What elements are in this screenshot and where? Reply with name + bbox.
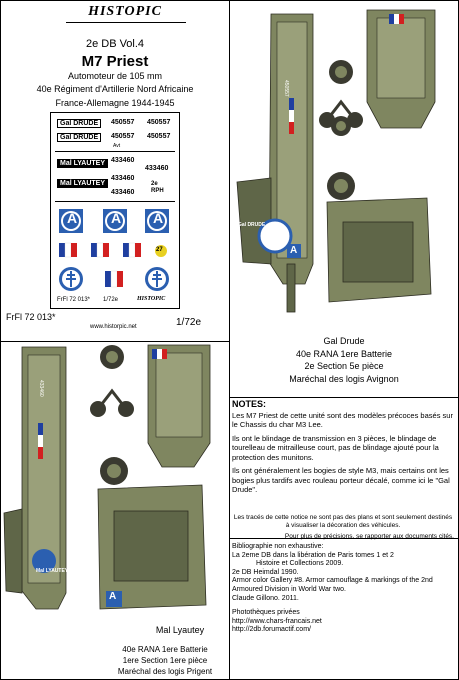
lyautey-caption-line1: 40e RANA 1ere Batterie [122, 645, 208, 654]
sheet-code: FrFl 72 013* [6, 312, 56, 322]
roundel-letter: A [67, 210, 78, 226]
decal-serial: 433460 [145, 165, 169, 172]
decal-name-plate: Mal LYAUTEY [57, 159, 108, 168]
lyautey-caption-line2: 1ere Section 1ere pièce [122, 656, 208, 665]
subtitle: Automoteur de 105 mm [67, 71, 163, 81]
french-flag-icon [91, 243, 109, 257]
notes-block [232, 400, 454, 499]
disclaimer-block [232, 514, 454, 541]
biblio-line: Claude Gillono. 2011. [232, 594, 299, 602]
decal-insignia-row [57, 265, 175, 295]
roundel-letter: A [153, 210, 164, 226]
lyautey-name-label: Mal LYAUTEY [36, 568, 69, 574]
notes-heading: NOTES: [232, 399, 267, 409]
period-label: France-Allemagne 1944-1945 [55, 98, 175, 108]
lyautey-caption-line3: Maréchal des logis Prigent [117, 667, 213, 676]
disclaimer-ref: Pour plus de précisions, se rapporter aux documents cités. [284, 533, 454, 540]
decal-serial: 433460 [111, 157, 135, 164]
roundel-letter: A [111, 210, 122, 226]
disclaimer-text: Les tracés de cette notice ne sont pas des plans et sont seulement destinés à visualiser la décoration des véhicules. [233, 514, 453, 529]
barrel [287, 264, 295, 312]
decal-sheet-date: 1/72e [103, 297, 119, 303]
decal-name-plate: Gal DRUDE [57, 133, 101, 142]
lyautey-roundel-letter: A [109, 591, 117, 602]
decal-divider [55, 151, 175, 152]
website-link[interactable]: www.historpic.net [90, 324, 137, 330]
drude-caption-line1: 40e RANA 1ere Batterie [295, 349, 393, 359]
drude-serial-label: 450557 [283, 80, 289, 97]
biblio-line: 2e DB Heimdal 1990. [232, 568, 299, 576]
badge-number: 27 [156, 247, 163, 253]
decal-serial: 433460 [111, 189, 135, 196]
notes-paragraph: Les M7 Priest de cette unité sont des modèles précoces basés sur le Chassis du char M3 Lee. [232, 410, 453, 429]
unit-label: 40e Régiment d'Artillerie Nord Africaine [36, 84, 194, 94]
photo-link[interactable]: http://2db.forumactif.com/ [232, 626, 311, 634]
drude-caption-name: Gal Drude [323, 336, 365, 346]
drude-name-label: Gal DRUDE [238, 222, 266, 228]
brand-logo: HISTOPIC [88, 4, 162, 19]
decal-serial: 450557 [111, 119, 135, 126]
french-flag-icon [105, 271, 123, 287]
page-title: M7 Priest [81, 53, 149, 70]
drude-roundel-letter: A [290, 245, 298, 256]
french-flag-icon [123, 243, 141, 257]
biblio-line: Armor color Gallery #8. Armor camouflage & markings of the 2nd Armoured Division in World War two. [232, 577, 433, 593]
lyautey-caption-name: Mal Lyautey [155, 625, 205, 635]
decal-name-plate: Mal LYAUTEY [57, 179, 108, 188]
scale-label: 1/72e [176, 317, 202, 328]
decal-sheet [50, 112, 180, 309]
decal-serial: 450557 [147, 133, 171, 140]
series-label: 2e DB Vol.4 [85, 38, 145, 50]
notes-paragraph: Ils ont le blindage de transmission en 3 pièces, le blindage de tourelleau de mitrailleuse court, pas de blindage ajouté pour la protection des munitons. [232, 433, 439, 462]
logo-underline [66, 22, 186, 23]
decal-name-plate: Gal DRUDE [57, 119, 101, 128]
decal-sheet-logo: HISTOPIC [137, 296, 166, 302]
decal-divider [55, 201, 175, 202]
lorraine-cross-icon [145, 267, 169, 291]
photo-heading: Photothèques privées [232, 609, 300, 617]
biblio-line: La 2eme DB dans la libération de Paris tomes 1 et 2 [232, 551, 394, 559]
biblio-heading: Bibliographie non exhaustive: [232, 543, 324, 550]
decal-serial: 433460 [111, 175, 135, 182]
notes-paragraph: Ils ont généralement les bogies de style M3, mais certains ont les bogies plus tardifs avec rouleau porteur décalé, comme ici le "Gal Drude". [232, 466, 450, 494]
decal-serial: 450557 [147, 119, 171, 126]
biblio-block [232, 543, 456, 635]
drude-caption-line2: 2e Section 5e pièce [304, 361, 384, 371]
drude-vehicle-drawing [231, 2, 457, 322]
biblio-line: Histoire et Collections 2009. [256, 560, 344, 568]
decal-serial: 450557 [111, 133, 135, 140]
french-flag-icon [59, 243, 77, 257]
lyautey-serial-label: 433460 [38, 380, 44, 397]
drude-caption-line3: Maréchal des logis Avignon [289, 374, 399, 384]
photo-link[interactable]: http://www.chars-francais.net [232, 617, 322, 625]
decal-small-note: Avt [113, 143, 121, 149]
lorraine-cross-icon [59, 267, 83, 291]
decal-tactical-sign: 2e RPH [151, 181, 164, 194]
decal-sheet-code: FrFl 72 013* [57, 297, 91, 303]
